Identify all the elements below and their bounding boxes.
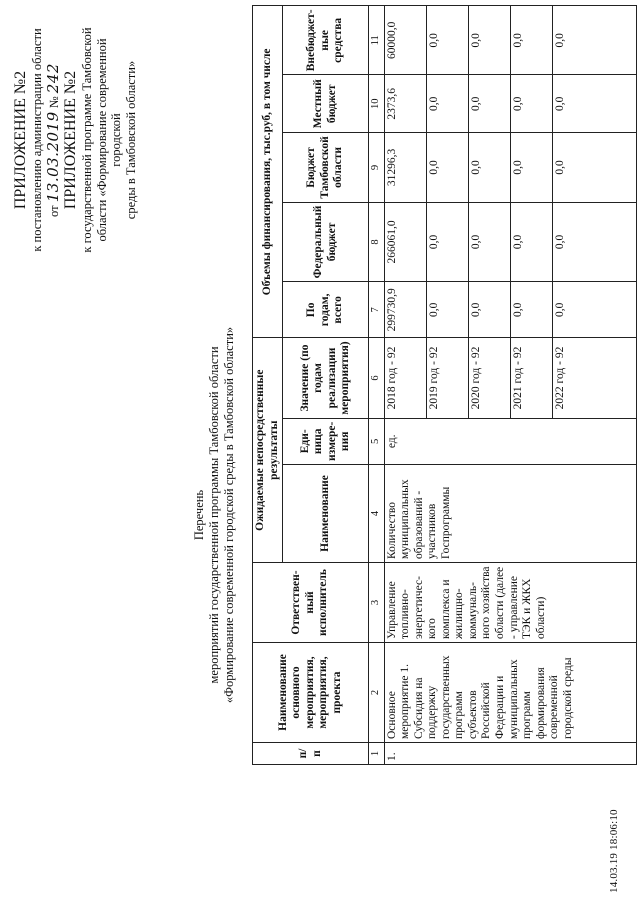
col-num-2: 2: [369, 643, 384, 743]
column-number-row: [369, 6, 384, 765]
handwritten-date: 13.03.2019: [43, 111, 62, 203]
year-cell: 2021 год - 92: [510, 338, 552, 418]
header-regional: Бюджет Тамбовской области: [283, 133, 369, 202]
col-num-7: 7: [369, 282, 384, 338]
header-by-years: По годам, всего: [283, 282, 369, 338]
local-cell: 2373,6: [384, 75, 426, 133]
regional-cell: 0,0: [552, 133, 636, 202]
title-line-2: мероприятий государственной программы Тамбовской области: [207, 346, 221, 684]
row-executor: Управление топливно-энергетичес-кого комплекса и жилищно-коммуналь-ного хозяйства области (далее - управление ТЭК и ЖКХ области): [384, 563, 636, 643]
title-line-3: «Формирование современной городской среды в Тамбовской области»: [222, 326, 236, 704]
program-line-2: области «Формирование современной городской: [94, 38, 124, 242]
header-unit: Еди-ница измере-ния: [283, 418, 369, 464]
appendix-decree: к постановлению администрации области: [30, 28, 45, 252]
regional-cell: 0,0: [510, 133, 552, 202]
local-cell: 0,0: [468, 75, 510, 133]
header-value: Значение (по годам реализации мероприятия): [283, 338, 369, 418]
total-cell: 0,0: [510, 282, 552, 338]
total-cell: 0,0: [552, 282, 636, 338]
federal-cell: 266061,0: [384, 202, 426, 282]
appendix-header: [12, 15, 138, 265]
local-cell: 0,0: [552, 75, 636, 133]
federal-cell: 0,0: [510, 202, 552, 282]
col-num-3: 3: [369, 563, 384, 643]
total-cell: 0,0: [468, 282, 510, 338]
table-row: [384, 6, 426, 765]
total-cell: 299730,9: [384, 282, 426, 338]
row-result-name: Количество муниципальных образований - участников Госпрограммы: [384, 465, 636, 563]
col-num-9: 9: [369, 133, 384, 202]
program-line-3: среды в Тамбовской области»: [123, 60, 138, 220]
header-federal: Федеральный бюджет: [283, 202, 369, 282]
federal-cell: 0,0: [552, 202, 636, 282]
document-title: [192, 255, 237, 775]
extra-cell: 0,0: [510, 6, 552, 75]
local-cell: 0,0: [510, 75, 552, 133]
col-num-8: 8: [369, 202, 384, 282]
federal-cell: 0,0: [426, 202, 468, 282]
year-cell: 2019 год - 92: [426, 338, 468, 418]
year-cell: 2018 год - 92: [384, 338, 426, 418]
header-results-group: Ожидаемые непосредственные результаты: [253, 338, 283, 563]
col-num-6: 6: [369, 338, 384, 418]
extra-cell: 60000,0: [384, 6, 426, 75]
extra-cell: 0,0: [552, 6, 636, 75]
row-unit: ед.: [384, 418, 636, 464]
year-cell: 2022 год - 92: [552, 338, 636, 418]
extra-cell: 0,0: [468, 6, 510, 75]
federal-cell: 0,0: [468, 202, 510, 282]
regional-cell: 31296,3: [384, 133, 426, 202]
header-executor: Ответствен-ный исполнитель: [253, 563, 369, 643]
appendix-date-line: [45, 15, 62, 265]
header-row-1: [253, 6, 283, 765]
date-prefix: от: [46, 205, 61, 217]
handwritten-number: 242: [43, 63, 62, 94]
header-result-name: Наименование: [283, 465, 369, 563]
col-num-10: 10: [369, 75, 384, 133]
extra-cell: 0,0: [426, 6, 468, 75]
row-measure-name: Основное мероприятие 1. Субсидия на поддержку государственных программ субъектов Российской Федерации и муниципальных программ формирования современной городской среды: [384, 643, 636, 743]
year-cell: 2020 год - 92: [468, 338, 510, 418]
col-num-5: 5: [369, 418, 384, 464]
header-pp: п/п: [253, 743, 369, 765]
title-line-1: Перечень: [192, 489, 206, 541]
regional-cell: 0,0: [426, 133, 468, 202]
col-num-11: 11: [369, 6, 384, 75]
appendix-title-2: ПРИЛОЖЕНИЕ №2: [62, 70, 80, 210]
measures-table: [252, 5, 637, 765]
local-cell: 0,0: [426, 75, 468, 133]
header-name: Наименование основного мероприятия, мероприятия, проекта: [253, 643, 369, 743]
header-funding-group: Объемы финансирования, тыс.руб, в том числе: [253, 6, 283, 338]
header-local: Местный бюджет: [283, 75, 369, 133]
row-number: 1.: [384, 743, 636, 765]
print-timestamp: 14.03.19 18:06:10: [608, 809, 620, 893]
appendix-title: ПРИЛОЖЕНИЕ №2: [12, 70, 29, 210]
program-line-1: к государственной программе Тамбовской: [80, 27, 95, 253]
col-num-1: 1: [369, 743, 384, 765]
regional-cell: 0,0: [468, 133, 510, 202]
header-extrabudget: Внебюджет-ные средства: [283, 6, 369, 75]
col-num-4: 4: [369, 465, 384, 563]
total-cell: 0,0: [426, 282, 468, 338]
number-prefix: №: [46, 96, 61, 109]
